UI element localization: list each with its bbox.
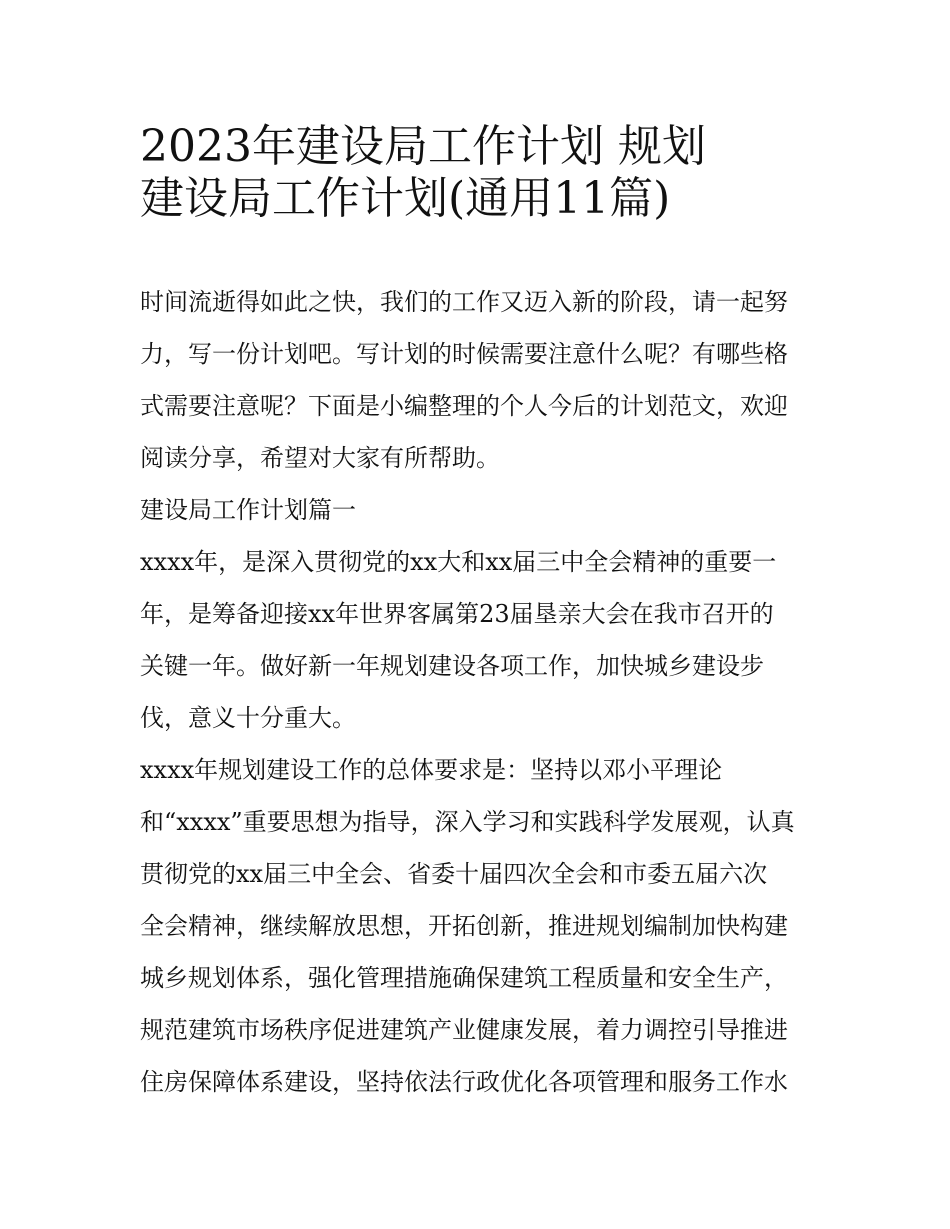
document-title bbox=[140, 110, 820, 224]
section-heading: 建设局工作计划篇一 bbox=[140, 496, 356, 524]
title-line: 建设局工作计划(通用11篇) bbox=[140, 173, 671, 224]
title-line: 2023年建设局工作计划 规划 bbox=[140, 121, 706, 172]
paragraph-line: 伐，意义十分重大。 bbox=[140, 704, 356, 732]
document-body bbox=[140, 276, 820, 1108]
paragraph-line: 规范建筑市场秩序促进建筑产业健康发展，着力调控引导推进 bbox=[140, 1016, 788, 1044]
paragraph-line: 年，是筹备迎接xx年世界客属第23届垦亲大会在我市召开的 bbox=[140, 600, 774, 628]
intro-paragraph-line: 时间流逝得如此之快，我们的工作又迈入新的阶段，请一起努 bbox=[140, 288, 788, 316]
paragraph-line: 住房保障体系建设，坚持依法行政优化各项管理和服务工作水 bbox=[140, 1068, 788, 1096]
paragraph-line: 全会精神，继续解放思想，开拓创新，推进规划编制加快构建 bbox=[140, 912, 788, 940]
paragraph-line: 和“xxxx”重要思想为指导，深入学习和实践科学发展观，认真 bbox=[140, 808, 795, 836]
intro-paragraph-line: 式需要注意呢？下面是小编整理的个人今后的计划范文，欢迎 bbox=[140, 392, 788, 420]
paragraph-line: xxxx年，是深入贯彻党的xx大和xx届三中全会精神的重要一 bbox=[140, 548, 777, 576]
paragraph-line: xxxx年规划建设工作的总体要求是：坚持以邓小平理论 bbox=[140, 756, 723, 784]
intro-paragraph-line: 力，写一份计划吧。写计划的时候需要注意什么呢？有哪些格 bbox=[140, 340, 788, 368]
paragraph-line: 城乡规划体系，强化管理措施确保建筑工程质量和安全生产， bbox=[140, 964, 788, 992]
paragraph-line: 关键一年。做好新一年规划建设各项工作，加快城乡建设步 bbox=[140, 652, 764, 680]
intro-paragraph-line: 阅读分享，希望对大家有所帮助。 bbox=[140, 444, 500, 472]
paragraph-line: 贯彻党的xx届三中全会、省委十届四次全会和市委五届六次 bbox=[140, 860, 768, 888]
